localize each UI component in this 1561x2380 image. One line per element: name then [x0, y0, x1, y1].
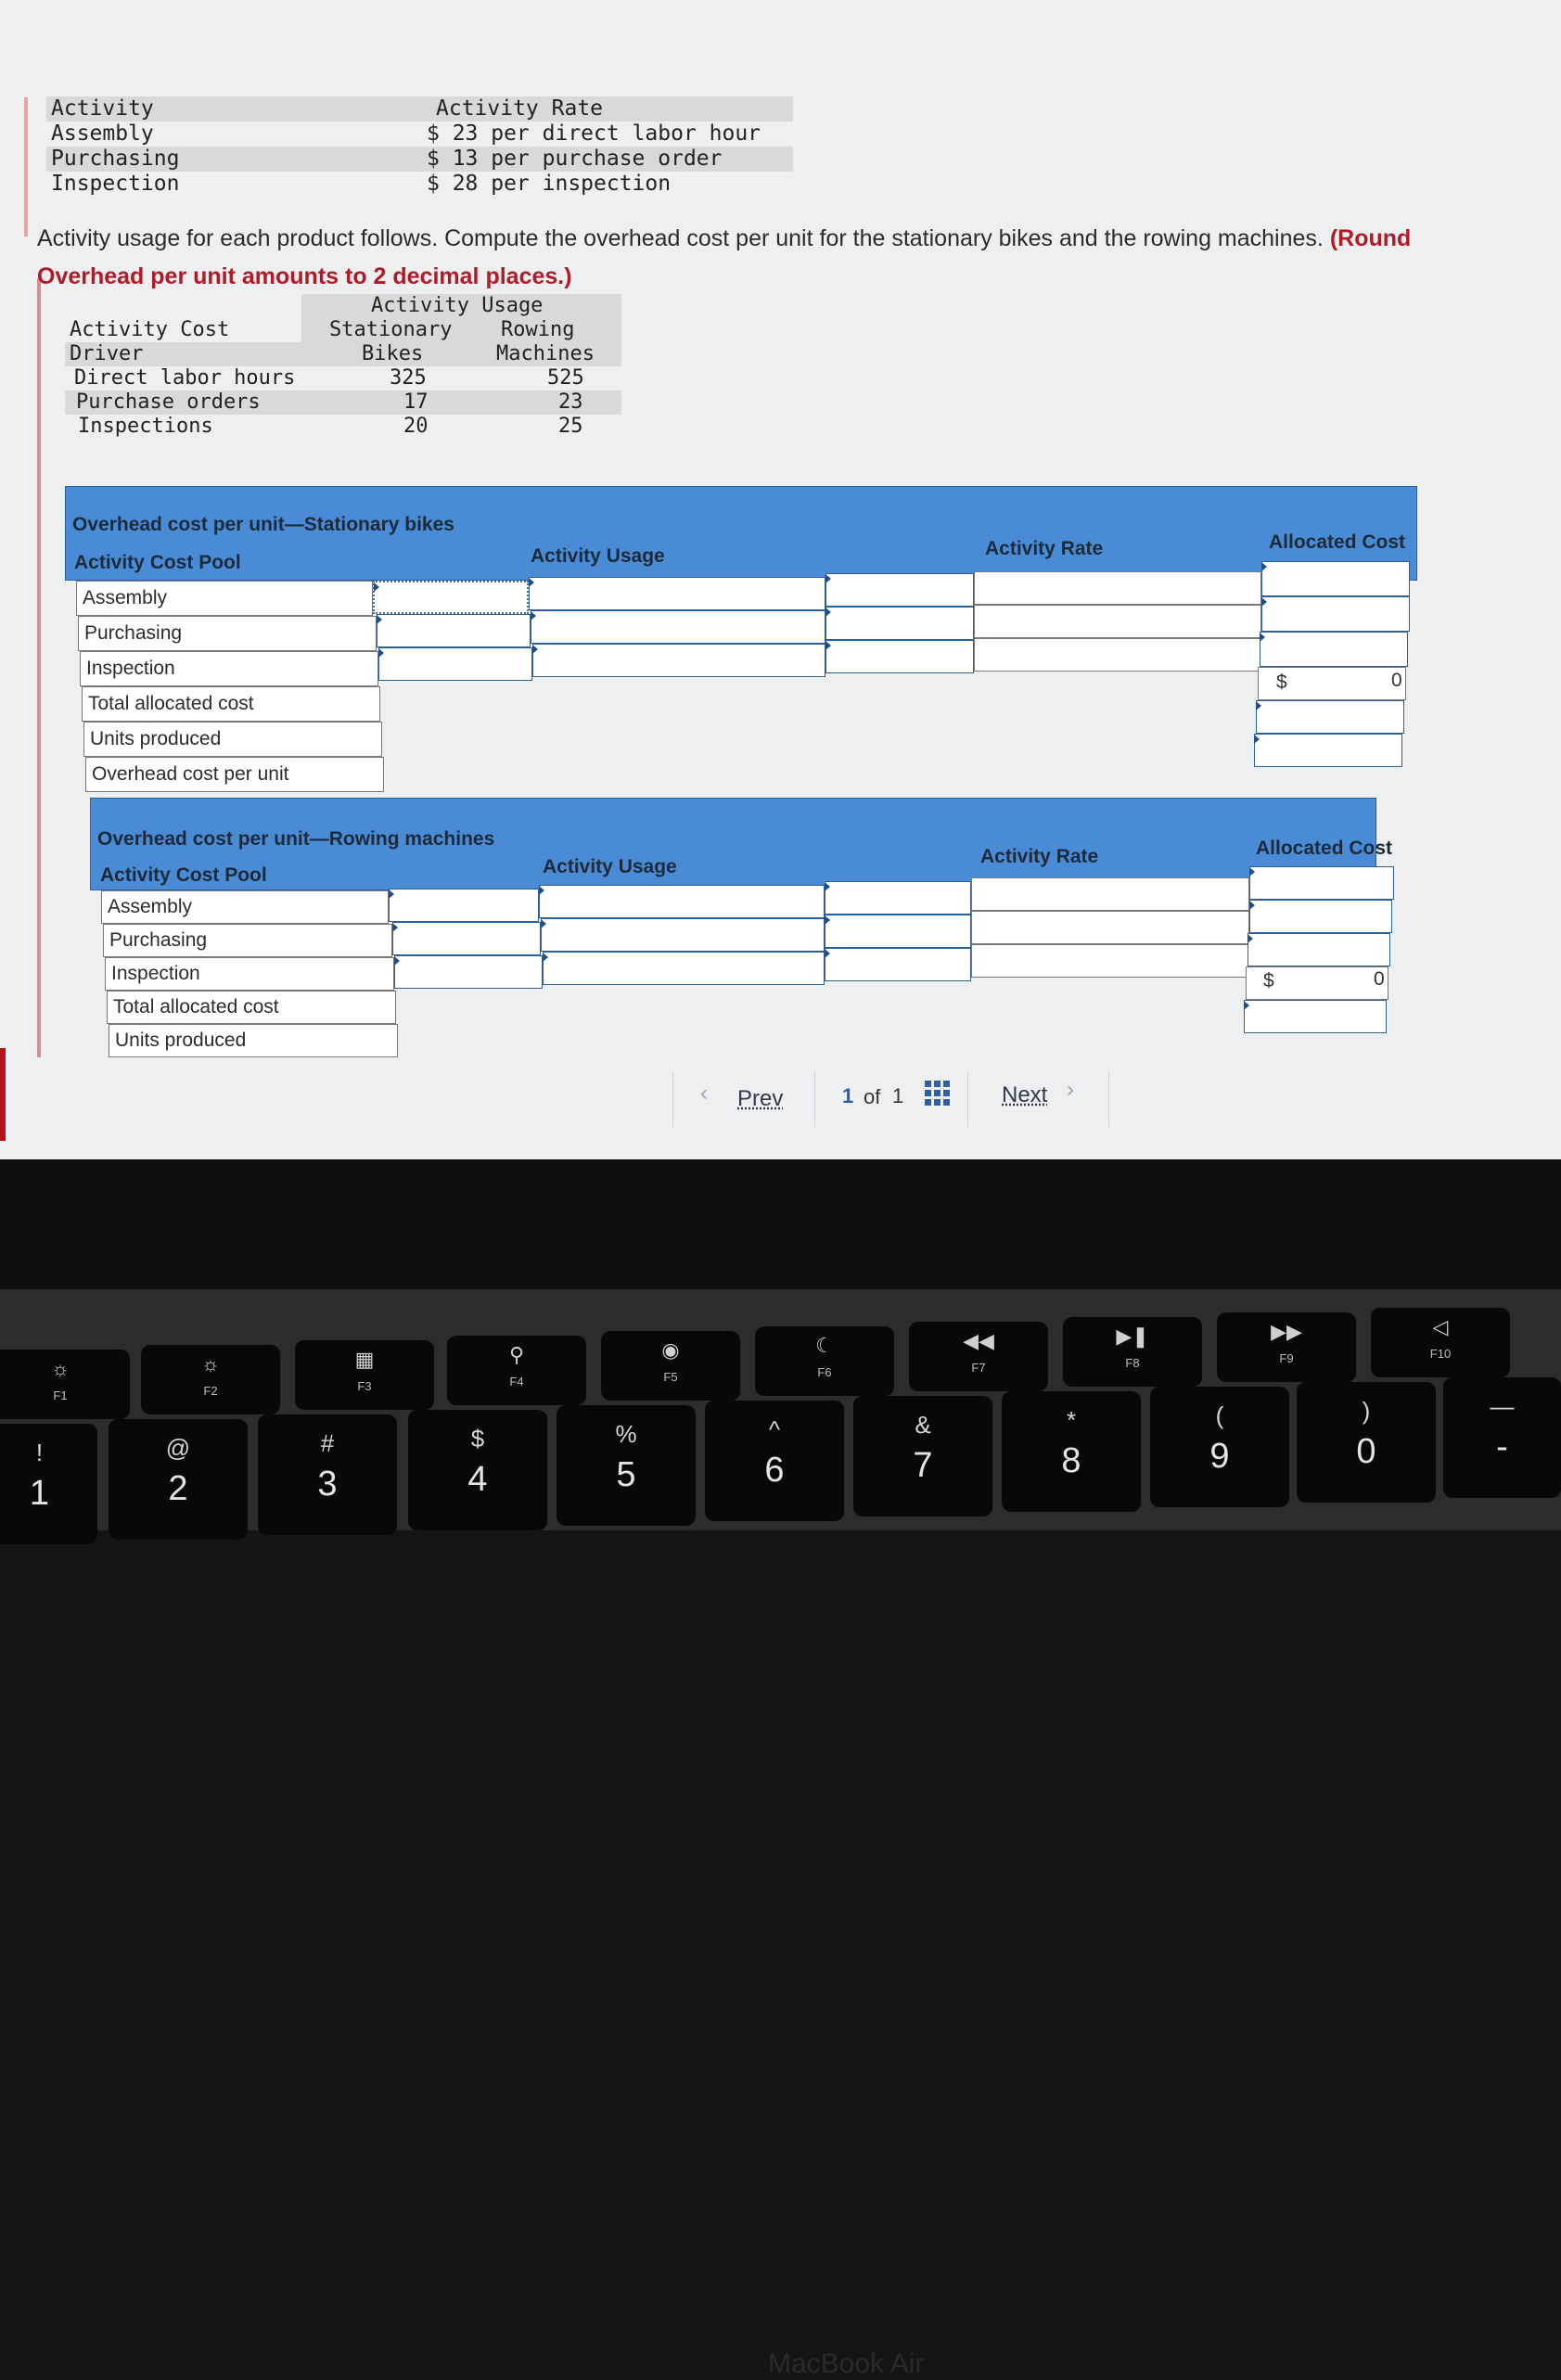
rowing-col-usage: Activity Usage — [543, 856, 677, 877]
bikes-assembly-rate-cell — [974, 571, 1261, 605]
key-4-label: 4 — [467, 1460, 488, 1499]
key-f7-label: F7 — [971, 1361, 986, 1375]
key-1[interactable] — [0, 1424, 97, 1544]
bikes-row-assembly: Assembly — [76, 581, 373, 616]
rowing-assembly-driver-input[interactable] — [389, 889, 539, 922]
bikes-col-pool: Activity Cost Pool — [74, 552, 241, 573]
key-7-label: 7 — [913, 1446, 933, 1485]
pager-divider — [672, 1071, 673, 1127]
activity-rate-table — [46, 96, 793, 197]
rate-row-rate: $ 13 per purchase order — [427, 147, 723, 171]
key-0-shift: ) — [1362, 1397, 1371, 1425]
play-pause-icon: ▶❚ — [1116, 1324, 1149, 1348]
rate-header-rate: Activity Rate — [436, 96, 604, 121]
rowing-row-purchasing: Purchasing — [103, 924, 392, 957]
key-9-label: 9 — [1209, 1437, 1230, 1476]
rate-row-activity: Assembly — [51, 122, 154, 146]
key-f2[interactable] — [141, 1345, 280, 1414]
bikes-inspection-rate-cell — [974, 638, 1261, 672]
page-total: 1 — [892, 1084, 904, 1107]
rowing-row-total: Total allocated cost — [107, 991, 396, 1024]
bikes-row-per-unit: Overhead cost per unit — [85, 757, 384, 792]
key-7-shift: & — [915, 1411, 931, 1439]
key-7[interactable] — [853, 1396, 992, 1516]
app-screen — [0, 0, 1561, 1159]
bikes-row-units: Units produced — [83, 722, 382, 757]
rowing-purchasing-rate-cell — [971, 911, 1249, 944]
rate-row-rate: $ 28 per inspection — [427, 172, 672, 196]
bikes-purchasing-usage-input[interactable] — [531, 610, 825, 644]
key-2[interactable] — [109, 1419, 248, 1540]
prev-button[interactable]: Prev — [737, 1086, 784, 1111]
rowing-inspection-alloc-input[interactable] — [1248, 933, 1390, 966]
usage-group-header-label: Activity Usage — [371, 294, 544, 317]
mute-icon: ◁ — [1432, 1315, 1449, 1338]
key-1-label: 1 — [29, 1474, 50, 1513]
mission-control-icon: ▦ — [354, 1348, 375, 1371]
pager-divider — [814, 1071, 815, 1127]
bikes-row-total: Total allocated cost — [82, 686, 380, 722]
usage-col-rowing-2: Machines — [496, 342, 595, 365]
key-minus-shift: — — [1490, 1392, 1515, 1420]
rowing-col-pool: Activity Cost Pool — [100, 864, 267, 886]
laptop-brand: MacBook Air — [768, 2348, 925, 2379]
question-instructions — [37, 220, 1521, 296]
rowing-col-rate: Activity Rate — [980, 846, 1099, 867]
usage-row — [65, 415, 621, 439]
rate-row-rate: $ 23 per direct labor hour — [427, 122, 761, 146]
key-2-label: 2 — [168, 1469, 188, 1508]
fast-forward-icon: ▶▶ — [1271, 1320, 1302, 1343]
key-f8[interactable] — [1063, 1317, 1202, 1387]
key-5-label: 5 — [616, 1455, 636, 1494]
search-icon: ⚲ — [508, 1343, 525, 1366]
rowing-row-assembly: Assembly — [101, 890, 389, 924]
rowing-row-units: Units produced — [109, 1024, 398, 1057]
usage-group-header — [301, 294, 621, 318]
rowing-inspection-usage-input[interactable] — [543, 952, 825, 985]
rowing-total-value: 0 — [1374, 968, 1385, 990]
bikes-assembly-driver-input[interactable] — [373, 581, 529, 614]
rate-row — [46, 122, 793, 147]
keyboard — [0, 1289, 1561, 1530]
left-accent-bar — [0, 1048, 6, 1141]
bikes-inspection-alloc-input[interactable] — [1260, 632, 1408, 667]
key-minus[interactable] — [1443, 1377, 1561, 1498]
key-f1[interactable] — [0, 1350, 130, 1419]
key-f10[interactable] — [1371, 1308, 1510, 1377]
key-8[interactable] — [1002, 1391, 1141, 1512]
rowing-assembly-rate-input[interactable] — [825, 881, 971, 915]
rowing-assembly-rate-cell — [971, 877, 1249, 911]
rowing-assembly-alloc-input[interactable] — [1249, 866, 1394, 900]
usage-row-bikes: 325 — [390, 366, 427, 390]
page-current: 1 — [842, 1084, 854, 1107]
rowing-total-currency: $ — [1263, 970, 1274, 992]
rowing-purchasing-rate-input[interactable] — [825, 915, 971, 948]
bikes-per-unit-input[interactable] — [1254, 734, 1402, 767]
key-8-shift: * — [1066, 1406, 1077, 1434]
rate-row — [46, 172, 793, 197]
rate-row — [46, 147, 793, 172]
question-border — [24, 97, 28, 237]
rowing-row-inspection: Inspection — [105, 957, 394, 991]
key-5-shift: % — [615, 1420, 637, 1448]
rewind-icon: ◀◀ — [963, 1329, 994, 1352]
rowing-assembly-usage-input[interactable] — [539, 885, 825, 918]
key-9-shift: ( — [1215, 1401, 1224, 1429]
key-f3-label: F3 — [357, 1379, 372, 1393]
moon-icon: ☾ — [815, 1334, 834, 1357]
key-f1-label: F1 — [53, 1388, 68, 1402]
key-f8-label: F8 — [1125, 1356, 1140, 1370]
usage-col-driver: Activity Cost — [70, 318, 230, 341]
usage-row-bikes: 20 — [403, 415, 429, 438]
key-9[interactable] — [1150, 1387, 1289, 1507]
key-f7[interactable] — [909, 1322, 1048, 1391]
usage-col-rowing: Rowing — [501, 318, 575, 341]
rowing-inspection-rate-input[interactable] — [825, 948, 971, 981]
key-6[interactable] — [705, 1401, 844, 1521]
question-border-lower — [37, 278, 41, 1057]
key-3-shift: # — [320, 1429, 335, 1457]
rounding-note: (Round Overhead per unit amounts to 2 decimal places.) — [37, 225, 1412, 289]
pager-divider — [967, 1071, 968, 1127]
brightness-down-icon: ☼ — [50, 1357, 70, 1380]
usage-row-driver: Direct labor hours — [74, 366, 296, 390]
key-6-shift: ^ — [768, 1415, 781, 1443]
bikes-units-input[interactable] — [1256, 700, 1404, 734]
chevron-right-icon[interactable]: › — [1067, 1077, 1074, 1102]
key-f3[interactable] — [295, 1340, 434, 1410]
key-f5-label: F5 — [663, 1370, 678, 1384]
usage-row-rowing: 23 — [558, 390, 583, 414]
bikes-inspection-rate-input[interactable] — [825, 640, 974, 673]
page-of-label: of — [864, 1085, 881, 1108]
bikes-assembly-alloc-input[interactable] — [1261, 561, 1410, 596]
bikes-col-usage: Activity Usage — [531, 545, 665, 567]
key-4-shift: $ — [470, 1425, 485, 1452]
key-f2-label: F2 — [203, 1384, 218, 1398]
pager-divider — [1108, 1071, 1109, 1127]
usage-row-bikes: 17 — [403, 390, 429, 414]
bikes-table-title: Overhead cost per unit—Stationary bikes — [72, 514, 454, 535]
key-3-label: 3 — [317, 1465, 338, 1503]
key-f9-label: F9 — [1279, 1351, 1294, 1365]
key-3[interactable] — [258, 1414, 397, 1535]
chevron-left-icon[interactable]: ‹ — [700, 1081, 708, 1106]
bikes-assembly-usage-input[interactable] — [529, 577, 825, 610]
grid-icon[interactable] — [925, 1081, 951, 1113]
key-f5[interactable] — [601, 1331, 740, 1401]
bikes-inspection-usage-input[interactable] — [532, 644, 825, 677]
rowing-col-alloc: Allocated Cost — [1256, 838, 1393, 859]
usage-col-bikes-2: Bikes — [362, 342, 424, 365]
brightness-up-icon: ☼ — [200, 1352, 221, 1376]
key-f6[interactable] — [755, 1326, 894, 1396]
usage-row — [65, 366, 621, 390]
bikes-purchasing-alloc-input[interactable] — [1261, 596, 1410, 632]
key-f4[interactable] — [447, 1336, 586, 1405]
rate-header-activity: Activity — [51, 96, 154, 121]
key-8-label: 8 — [1061, 1441, 1081, 1480]
bikes-assembly-rate-input[interactable] — [825, 573, 974, 607]
rowing-purchasing-driver-input[interactable] — [392, 922, 541, 955]
bikes-purchasing-rate-cell — [974, 605, 1261, 638]
rate-row-activity: Purchasing — [51, 147, 180, 171]
bikes-row-inspection: Inspection — [80, 651, 378, 686]
key-f4-label: F4 — [509, 1375, 524, 1388]
bikes-total-value: 0 — [1391, 670, 1402, 691]
usage-row-driver: Inspections — [78, 415, 213, 438]
usage-row-driver: Purchase orders — [76, 390, 261, 414]
key-1-shift: ! — [35, 1439, 44, 1466]
key-6-label: 6 — [764, 1451, 785, 1490]
rowing-inspection-driver-input[interactable] — [394, 955, 543, 989]
instruction-text: Activity usage for each product follows. Compute the overhead cost per unit for the stationary bikes and the rowing machines. — [37, 225, 1324, 251]
bikes-inspection-driver-input[interactable] — [378, 647, 532, 681]
pagination — [672, 1071, 1118, 1127]
usage-row-rowing: 25 — [558, 415, 583, 438]
rate-row-activity: Inspection — [51, 172, 180, 196]
rowing-table-title: Overhead cost per unit—Rowing machines — [97, 828, 495, 850]
bikes-col-rate: Activity Rate — [985, 538, 1104, 559]
bikes-total-currency: $ — [1276, 672, 1287, 693]
bikes-row-purchasing: Purchasing — [78, 616, 377, 651]
usage-col-driver-2: Driver — [70, 342, 144, 365]
rowing-purchasing-alloc-input[interactable] — [1249, 900, 1392, 933]
key-4[interactable] — [408, 1410, 547, 1530]
microphone-icon: ◉ — [661, 1338, 680, 1362]
usage-col-bikes: Stationary — [329, 318, 453, 341]
key-f10-label: F10 — [1429, 1347, 1452, 1361]
rowing-inspection-rate-cell — [971, 944, 1249, 978]
rate-table-header — [46, 96, 793, 122]
key-2-shift: @ — [165, 1434, 191, 1462]
bikes-purchasing-rate-input[interactable] — [825, 607, 974, 640]
key-0[interactable] — [1297, 1382, 1436, 1503]
rowing-purchasing-usage-input[interactable] — [541, 918, 825, 952]
key-f9[interactable] — [1217, 1312, 1356, 1382]
key-0-label: 0 — [1356, 1432, 1376, 1471]
rowing-units-input[interactable] — [1244, 1000, 1387, 1033]
usage-row — [65, 390, 621, 415]
key-f6-label: F6 — [817, 1365, 832, 1379]
next-button[interactable]: Next — [1002, 1082, 1048, 1107]
bikes-col-alloc: Allocated Cost — [1269, 531, 1406, 553]
usage-header-row-2 — [65, 342, 621, 366]
key-5[interactable] — [557, 1405, 696, 1526]
usage-row-rowing: 525 — [547, 366, 584, 390]
bikes-purchasing-driver-input[interactable] — [377, 614, 531, 647]
key-minus-label: - — [1496, 1427, 1508, 1466]
usage-header-row-1 — [65, 318, 621, 342]
